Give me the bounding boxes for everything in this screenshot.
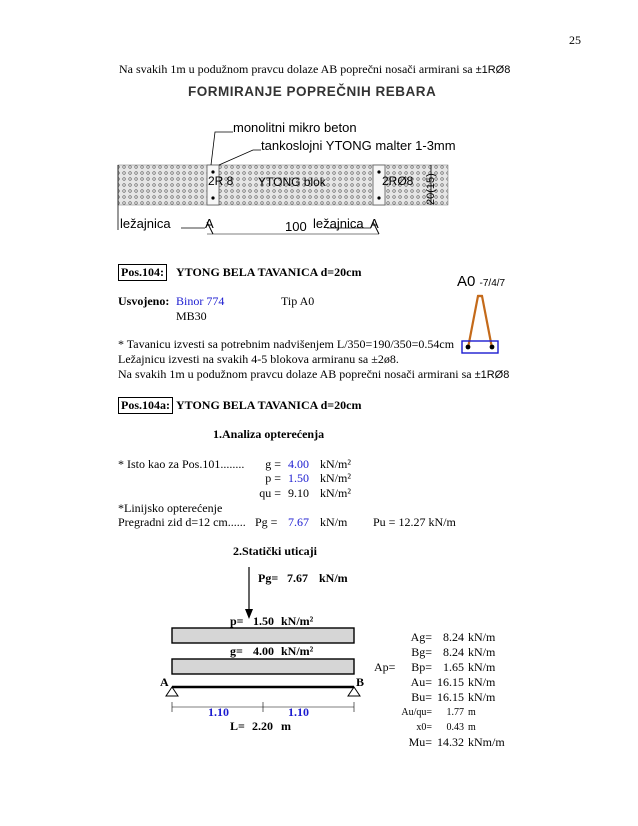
pos104a-title: YTONG BELA TAVANICA d=20cm [176, 398, 362, 412]
label-2r8-left: 2R 8 [208, 174, 234, 188]
usvojeno-label: Usvojeno: [118, 294, 170, 308]
note-poprecni [118, 367, 509, 382]
label-block: YTONG blok [258, 175, 326, 189]
note-nadvisenje: * Tavanicu izvesti sa potrebnim nadvišenjem L/350=190/350=0.54cm [118, 337, 455, 351]
label-lezajnica-right: ležajnica [313, 216, 364, 231]
load-p-block [172, 628, 354, 643]
intro-line [119, 62, 510, 77]
page-number: 25 [569, 33, 581, 47]
load-qu-sym: qu = [259, 486, 281, 500]
beam-g-label: g= [230, 644, 243, 658]
analysis-heading: 1.Analiza opterećenja [213, 427, 325, 441]
static-heading: 2.Statički uticaji [233, 544, 317, 558]
result-bg-unit: kN/m [468, 645, 496, 659]
result-au-sym: Au= [410, 675, 432, 689]
result-bg-val: 8.24 [443, 645, 464, 659]
support-a: A [160, 675, 169, 689]
load-pg-unit: kN/m [320, 515, 348, 529]
result-mu-unit: kNm/m [468, 735, 505, 749]
result-bu-val: 16.15 [437, 690, 464, 704]
pos104a-label: Pos.104a: [118, 397, 173, 414]
beam-pg-val: 7.67 [287, 571, 308, 585]
a0-label-sub: -7/4/7 [479, 278, 506, 289]
load-pg-sym: Pg = [255, 515, 278, 529]
note-poprecni-spec: ±1RØ8 [474, 369, 510, 381]
pos104-label: Pos.104: [118, 264, 167, 281]
result-bp-unit: kN/m [468, 660, 496, 674]
load-p-sym: p = [265, 471, 281, 485]
result-x0-sym: x0= [416, 722, 432, 733]
beam-p-label: p= [230, 614, 244, 628]
load-g-unit: kN/m² [320, 457, 351, 471]
result-ag-sym: Ag= [410, 630, 432, 644]
isto-kao: * Isto kao za Pos.101........ [118, 457, 245, 471]
span-l-label: L= [230, 719, 245, 733]
result-x0-val: 0.43 [446, 722, 464, 733]
load-g-sym: g = [265, 457, 281, 471]
span-l-unit: m [281, 719, 291, 733]
label-malter: tankoslojni YTONG malter 1-3mm [261, 138, 456, 153]
result-ag-val: 8.24 [443, 630, 464, 644]
mb-value: MB30 [176, 309, 207, 323]
label-100: 100 [285, 219, 307, 234]
a0-label-main: A0 [457, 273, 476, 290]
leader-malter [219, 150, 261, 165]
load-g-block [172, 659, 354, 674]
result-bu-sym: Bu= [411, 690, 432, 704]
load-p-unit: kN/m² [320, 471, 351, 485]
pregradni-label: Pregradni zid d=12 cm...... [118, 515, 246, 529]
result-auqu-val: 1.77 [446, 707, 464, 718]
tip-value: Tip A0 [281, 294, 315, 308]
load-p-val: 1.50 [288, 471, 309, 485]
a0-truss-icon [458, 292, 502, 356]
load-pu: Pu = 12.27 kN/m [373, 515, 456, 529]
intro-text: Na svakih 1m u podužnom pravcu dolaze AB poprečni nosači armirani sa [119, 62, 473, 76]
result-auqu-sym: Au/qu= [401, 707, 432, 718]
beam-pg-label: Pg= [258, 571, 279, 585]
label-a-right: A [370, 216, 379, 231]
result-au-val: 16.15 [437, 675, 464, 689]
note-lezajnica: Ležajnicu izvesti na svakih 4-5 blokova armiranu sa ±2ø8. [118, 352, 399, 366]
result-ag-unit: kN/m [468, 630, 496, 644]
result-bp-sym: Bp= [411, 660, 432, 674]
result-mu-val: 14.32 [437, 735, 464, 749]
result-bg-sym: Bg= [411, 645, 432, 659]
beam-g-val: 4.00 [253, 644, 274, 658]
load-qu-val: 9.10 [288, 486, 309, 500]
note-poprecni-text: Na svakih 1m u podužnom pravcu dolaze AB poprečni nosači armirani sa [118, 367, 472, 381]
pos104-title: YTONG BELA TAVANICA d=20cm [176, 265, 362, 279]
label-lezajnica-left: ležajnica [120, 216, 171, 231]
a0-label [457, 273, 505, 290]
result-au-unit: kN/m [468, 675, 496, 689]
beam-g-unit: kN/m² [281, 644, 314, 658]
usvojeno-value: Binor 774 [176, 294, 225, 308]
support-b: B [356, 675, 365, 689]
result-bp-val: 1.65 [443, 660, 464, 674]
load-qu-unit: kN/m² [320, 486, 351, 500]
span-left: 1.10 [208, 705, 229, 719]
beam-p-unit: kN/m² [281, 614, 314, 628]
ap-label: Ap= [374, 660, 396, 674]
linijsko-label: *Linijsko opterećenje [118, 501, 223, 515]
label-height: 20(15) [425, 173, 437, 205]
label-beton: monolitni mikro beton [233, 120, 357, 135]
label-a-left: A [205, 216, 214, 231]
label-2r8-right: 2RØ8 [382, 174, 414, 188]
load-g-val: 4.00 [288, 457, 309, 471]
load-pg-val: 7.67 [288, 515, 309, 529]
beam-pg-unit: kN/m [319, 571, 348, 585]
rebar-spec: ±1RØ8 [475, 64, 511, 76]
beam-p-val: 1.50 [253, 614, 274, 628]
result-x0-unit: m [468, 722, 476, 733]
section-title: FORMIRANJE POPREČNIH REBARA [188, 84, 437, 99]
span-l-val: 2.20 [252, 719, 273, 733]
result-mu-sym: Mu= [408, 735, 432, 749]
result-auqu-unit: m [468, 707, 476, 718]
result-bu-unit: kN/m [468, 690, 496, 704]
span-right: 1.10 [288, 705, 309, 719]
